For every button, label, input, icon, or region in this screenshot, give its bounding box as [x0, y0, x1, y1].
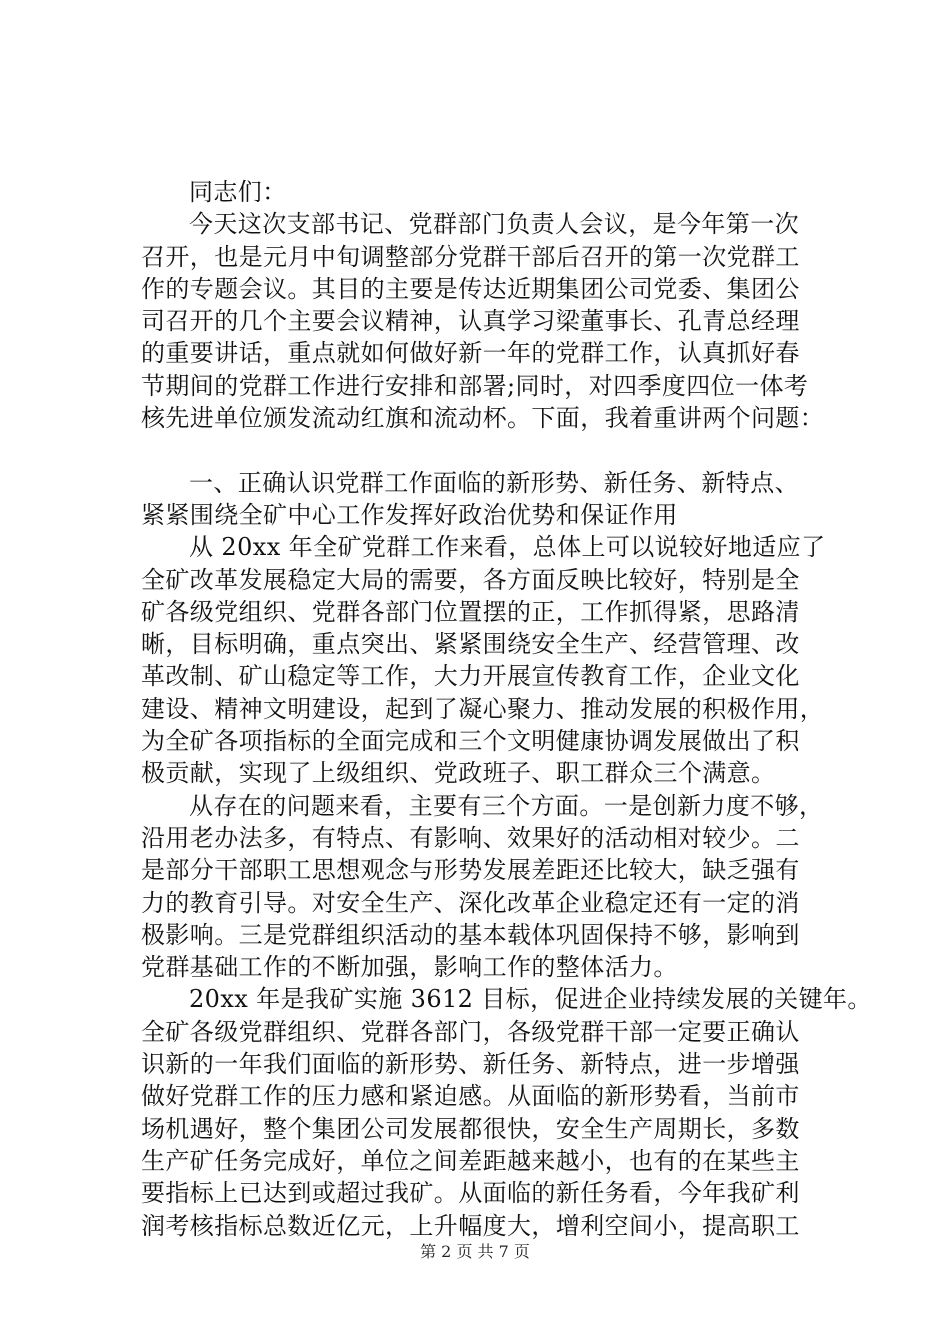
text-line: 从存在的问题来看，主要有三个方面。一是创新力度不够，	[189, 791, 824, 820]
text-line: 生产矿任务完成好，单位之间差距越来越小，也有的在某些主	[141, 1146, 800, 1175]
text-line: 润考核指标总数近亿元，上升幅度大，增利空间小，提高职工	[141, 1211, 800, 1240]
text-line: 革改制、矿山稳定等工作，大力开展宣传教育工作，企业文化	[141, 662, 800, 691]
text-line: 做好党群工作的压力感和紧迫感。从面临的新形势看，当前市	[141, 1082, 800, 1111]
text-line: 场机遇好，整个集团公司发展都很快，安全生产周期长，多数	[141, 1114, 800, 1143]
text-line: 一、正确认识党群工作面临的新形势、新任务、新特点、	[189, 468, 799, 497]
text-line: 核先进单位颁发流动红旗和流动杯。下面，我着重讲两个问题：	[141, 404, 825, 433]
text-line: 今天这次支部书记、党群部门负责人会议，是今年第一次	[189, 210, 799, 239]
text-line: 极贡献，实现了上级组织、党政班子、职工群众三个满意。	[141, 759, 776, 788]
text-line: 的重要讲话，重点就如何做好新一年的党群工作，认真抓好春	[141, 339, 800, 368]
text-line: 识新的一年我们面临的新形势、新任务、新特点，进一步增强	[141, 1050, 800, 1079]
text-line: 为全矿各项指标的全面完成和三个文明健康协调发展做出了积	[141, 727, 800, 756]
text-line: 从 20xx 年全矿党群工作来看，总体上可以说较好地适应了	[189, 533, 826, 562]
text-line: 要指标上已达到或超过我矿。从面临的新任务看，今年我矿利	[141, 1179, 800, 1208]
text-line: 司召开的几个主要会议精神，认真学习梁董事长、孔青总经理	[141, 307, 800, 336]
text-line: 晰，目标明确，重点突出、紧紧围绕安全生产、经营管理、改	[141, 630, 800, 659]
page-footer: 第 2 页 共 7 页	[420, 1242, 530, 1261]
text-line: 是部分干部职工思想观念与形势发展差距还比较大，缺乏强有	[141, 856, 800, 885]
text-line: 节期间的党群工作进行安排和部署;同时，对四季度四位一体考	[141, 371, 809, 400]
text-line: 建设、精神文明建设，起到了凝心聚力、推动发展的积极作用，	[141, 694, 825, 723]
text-line: 力的教育引导。对安全生产、深化改革企业稳定还有一定的消	[141, 888, 800, 917]
text-line: 紧紧围绕全矿中心工作发挥好政治优势和保证作用	[141, 500, 678, 529]
text-line: 全矿各级党群组织、党群各部门，各级党群干部一定要正确认	[141, 1017, 800, 1046]
text-line: 同志们：	[189, 178, 287, 206]
text-line: 全矿改革发展稳定大局的需要，各方面反映比较好，特别是全	[141, 565, 800, 594]
text-line: 召开，也是元月中旬调整部分党群干部后召开的第一次党群工	[141, 242, 800, 271]
text-line: 矿各级党组织、党群各部门位置摆的正，工作抓得紧，思路清	[141, 597, 800, 626]
document-body	[141, 176, 872, 1242]
text-line: 极影响。三是党群组织活动的基本载体巩固保持不够，影响到	[141, 920, 800, 949]
text-line: 20xx 年是我矿实施 3612 目标，促进企业持续发展的关键年。	[189, 985, 872, 1014]
text-line: 沿用老办法多，有特点、有影响、效果好的活动相对较少。二	[141, 823, 800, 852]
text-line: 党群基础工作的不断加强，影响工作的整体活力。	[141, 953, 678, 982]
blank-line	[141, 434, 831, 466]
text-line: 作的专题会议。其目的主要是传达近期集团公司党委、集团公	[141, 274, 800, 303]
